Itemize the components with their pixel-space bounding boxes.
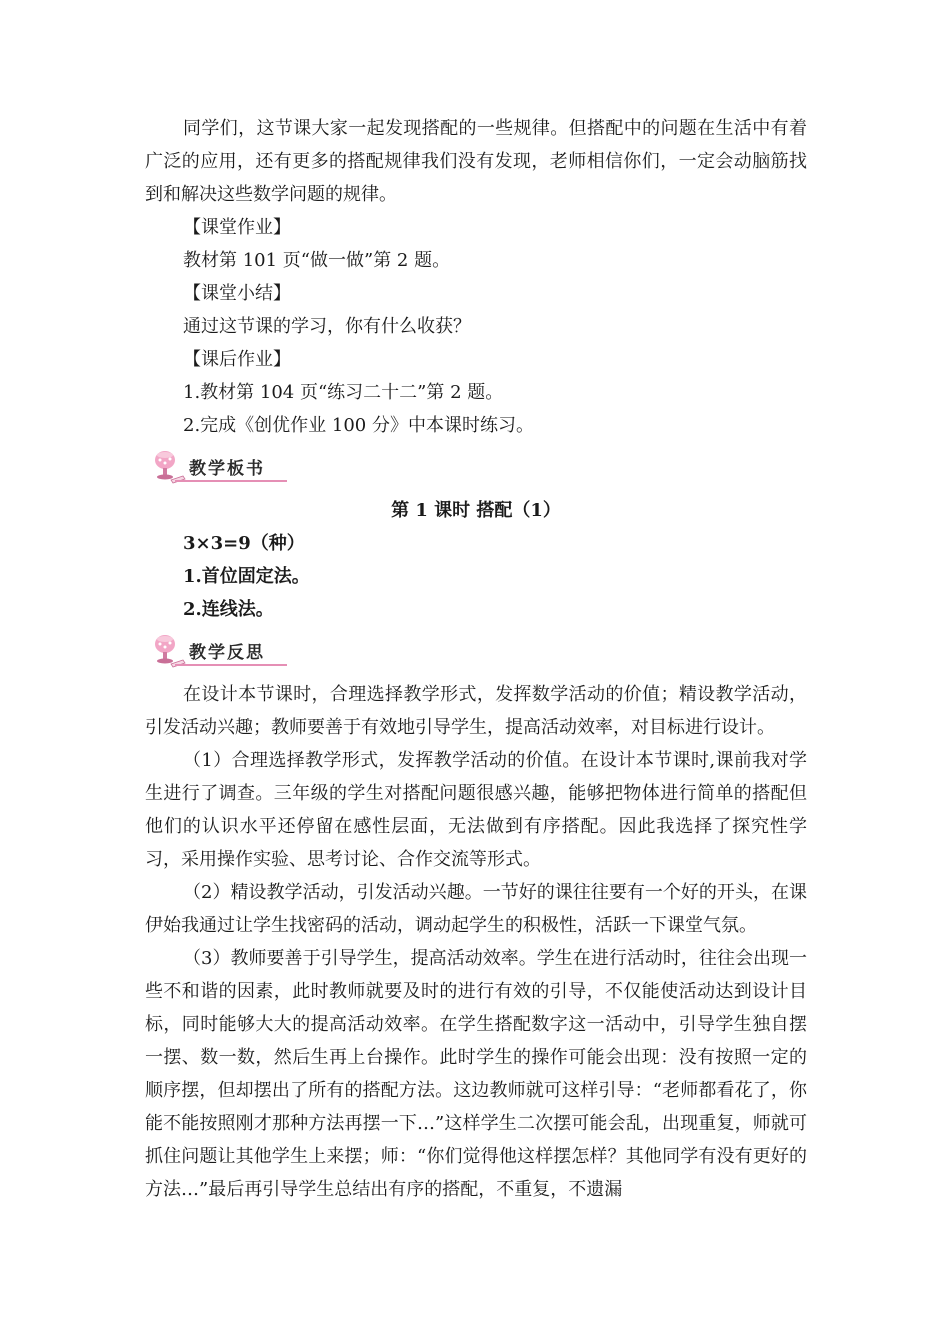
section-title: 教学反思 <box>189 643 265 663</box>
reflection-paragraph: （1）合理选择教学形式，发挥教学活动的价值。在设计本节课时,课前我对学生进行了调查。三年级的学生对搭配问题很感兴趣，能够把物体进行简单的搭配但他们的认识水平还停留在感性层面，无法做到有序搭配。因此我选择了探究性学习，采用操作实验、思考讨论、合作交流等形式。 <box>145 750 807 870</box>
section-underline <box>175 480 287 482</box>
board-line: 2.连线法。 <box>183 599 274 620</box>
board-line: 3×3=9（种） <box>183 533 305 554</box>
reflection-paragraph: （3）教师要善于引导学生，提高活动效率。学生在进行活动时，往往会出现一些不和谐的因素，此时教师就要及时的进行有效的引导，不仅能使活动达到设计目标，同时能够大大的提高活动效率。在学生搭配数字这一活动中，引导学生独自摆一摆、数一数，然后生再上台操作。此时学生的操作可能会出现：没有按照一定的顺序摆，但却摆出了所有的搭配方法。这边教师就可这样引导：“老师都看花了，你能不能按照刚才那种方法再摆一下…”这样学生二次摆可能会乱，出现重复，师就可抓住问题让其他学生上来摆；师：“你们觉得他这样摆怎样？其他同学有没有更好的方法…”最后再引导学生总结出有序的搭配，不重复，不遗漏 <box>145 948 807 1200</box>
section-header-reflection <box>145 630 807 670</box>
board-line: 1.首位固定法。 <box>183 566 310 587</box>
section-title: 教学板书 <box>189 459 265 479</box>
homework-item: 2.完成《创优作业 100 分》中本课时练习。 <box>183 415 534 436</box>
reflection-paragraph: （2）精设教学活动，引发活动兴趣。一节好的课往往要有一个好的开头，在课伊始我通过让学生找密码的活动，调动起学生的积极性，活跃一下课堂气氛。 <box>145 882 807 936</box>
document-page <box>145 112 807 1206</box>
classwork-text: 教材第 101 页“做一做”第 2 题。 <box>183 250 451 271</box>
homework-heading: 【课后作业】 <box>183 349 291 370</box>
board-title: 第 1 课时 搭配（1） <box>391 500 561 521</box>
classwork-heading: 【课堂作业】 <box>183 217 291 238</box>
summary-heading: 【课堂小结】 <box>183 283 291 304</box>
summary-text: 通过这节课的学习，你有什么收获？ <box>183 316 471 337</box>
reflection-paragraph: 在设计本节课时，合理选择教学形式，发挥数学活动的价值；精设教学活动，引发活动兴趣；教师要善于有效地引导学生，提高活动效率，对目标进行设计。 <box>145 684 807 738</box>
section-header-board <box>145 446 807 486</box>
section-underline <box>175 664 287 666</box>
intro-paragraph: 同学们，这节课大家一起发现搭配的一些规律。但搭配中的问题在生活中有着广泛的应用，还有更多的搭配规律我们没有发现，老师相信你们，一定会动脑筋找到和解决这些数学问题的规律。 <box>145 118 807 205</box>
homework-item: 1.教材第 104 页“练习二十二”第 2 题。 <box>183 382 504 403</box>
